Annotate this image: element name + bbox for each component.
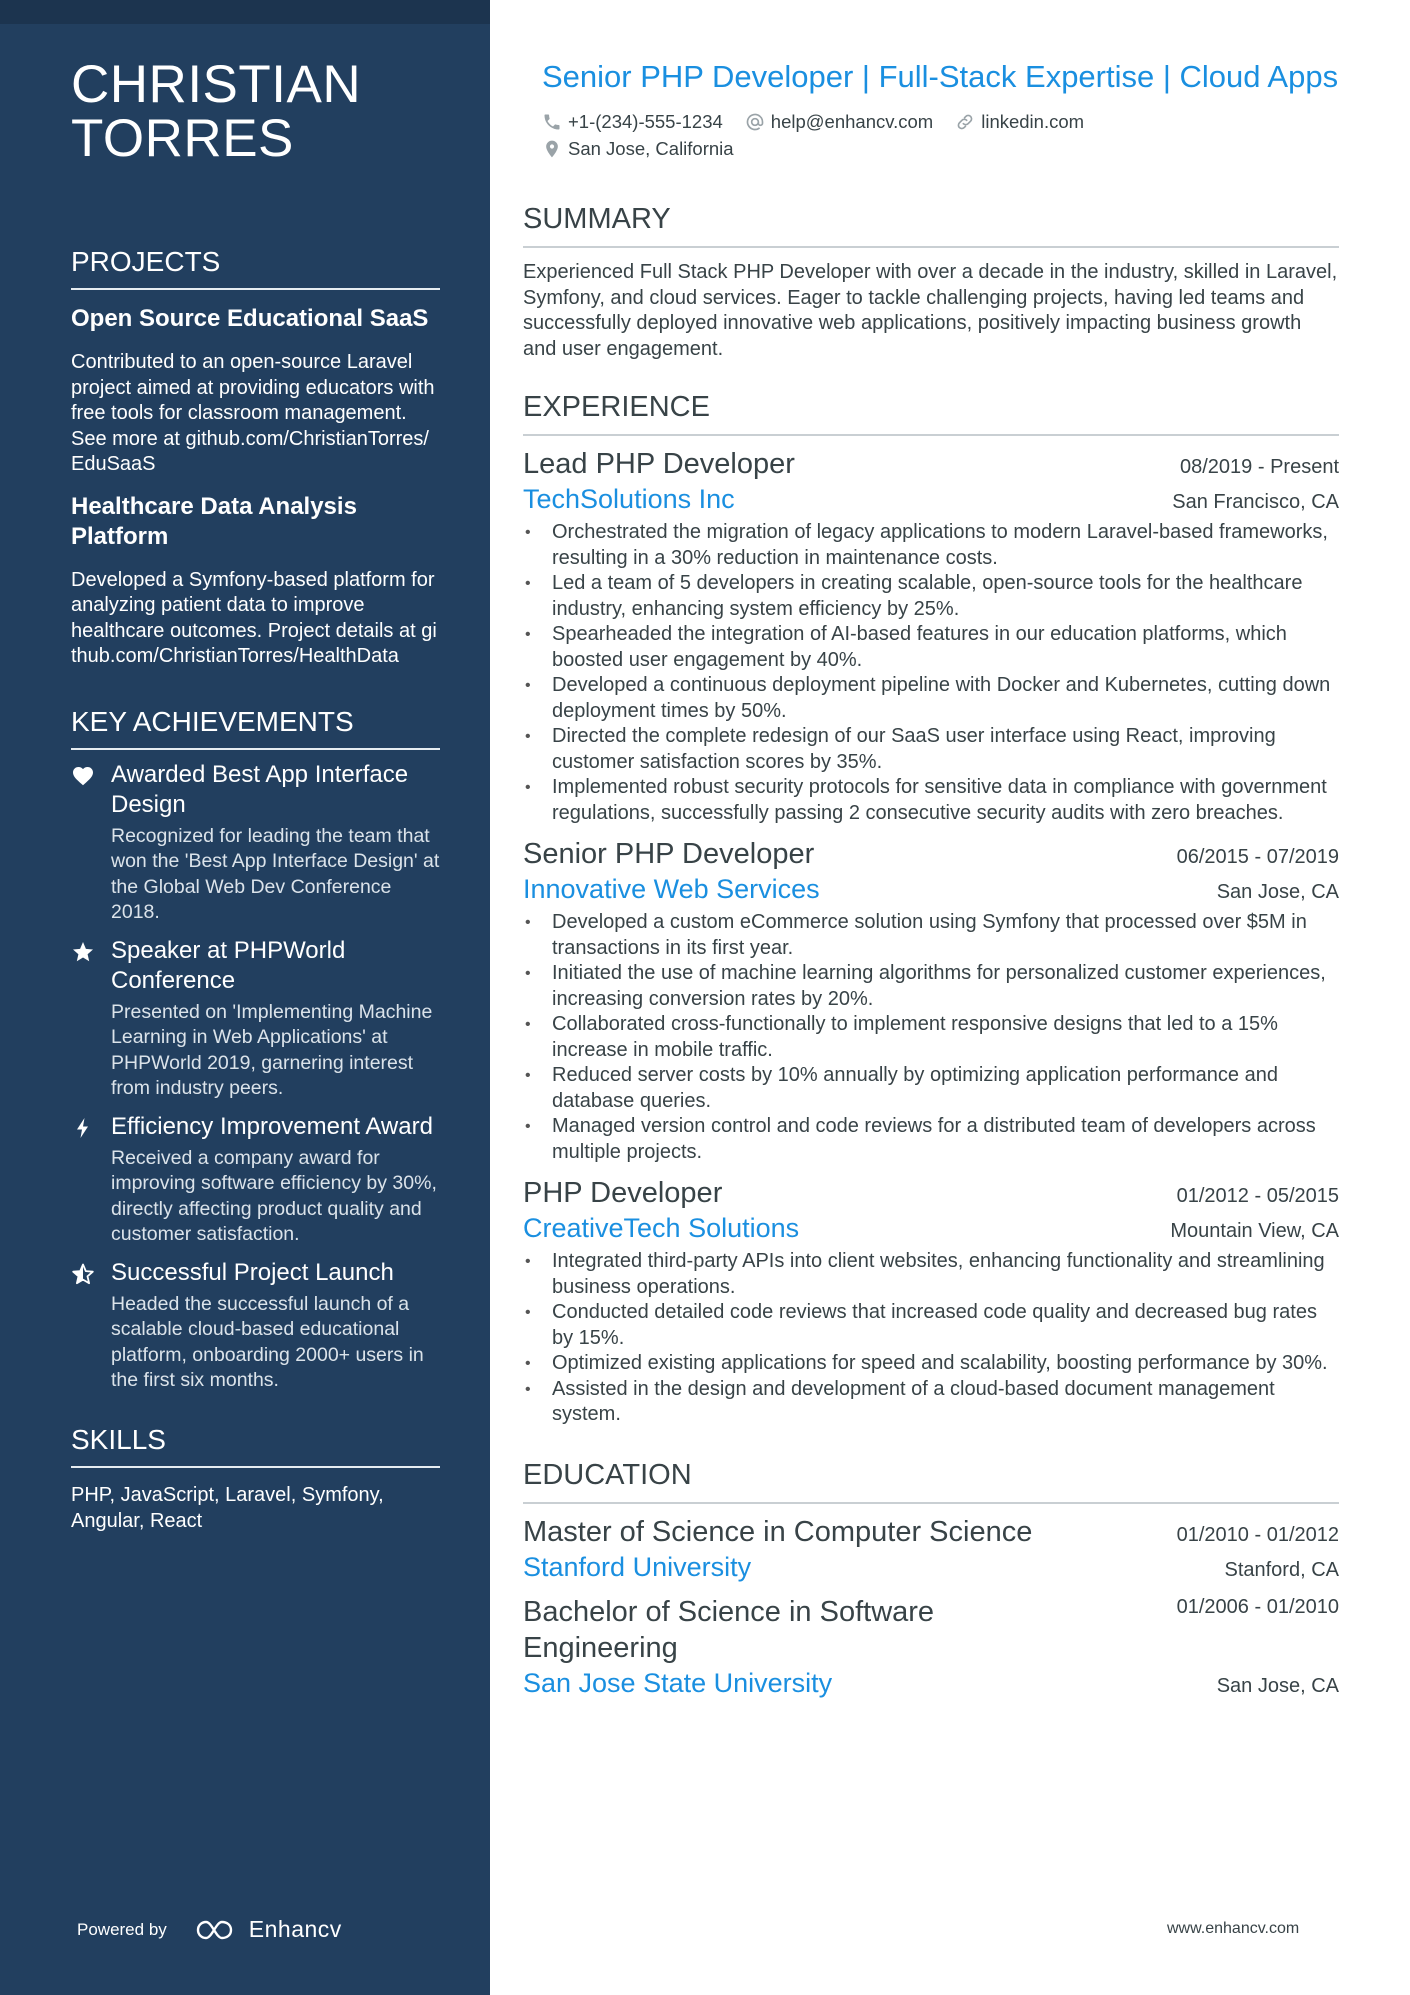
sidebar-top-band bbox=[0, 0, 490, 24]
job-bullet: • Integrated third-party APIs into client websites, enhancing functionality and streamlining business operations. bbox=[523, 1249, 1339, 1300]
projects-heading: PROJECTS bbox=[71, 246, 440, 290]
location-text: San Jose, California bbox=[568, 138, 734, 159]
job-dates: 08/2019 - Present bbox=[1180, 456, 1339, 478]
candidate-name bbox=[71, 55, 440, 168]
contact-row bbox=[542, 135, 1339, 162]
achievements-section bbox=[71, 706, 440, 1394]
footer-url[interactable]: www.enhancv.com bbox=[1167, 1920, 1300, 1937]
school-name: San Jose State University bbox=[523, 1667, 833, 1698]
job-location: San Francisco, CA bbox=[1172, 491, 1339, 513]
job-dates: 01/2012 - 05/2015 bbox=[1176, 1185, 1339, 1207]
degree-title: Master of Science in Computer Science bbox=[523, 1515, 1033, 1548]
education-subheader bbox=[523, 1666, 1339, 1700]
achievement-item bbox=[71, 936, 440, 1102]
job-bullet: • Conducted detailed code reviews that increased code quality and decreased bug rates by 15%. bbox=[523, 1300, 1339, 1351]
at-icon bbox=[745, 112, 765, 132]
achievement-title: Awarded Best App Interface Design bbox=[111, 760, 409, 818]
experience-heading: EXPERIENCE bbox=[523, 390, 1339, 436]
job-bullet: • Reduced server costs by 10% annually by optimizing application performance and database queries. bbox=[523, 1063, 1339, 1114]
star-icon bbox=[71, 936, 111, 1102]
location-contact bbox=[542, 135, 734, 162]
education-header bbox=[523, 1514, 1339, 1550]
achievement-body bbox=[111, 1258, 440, 1394]
job-header bbox=[523, 446, 1339, 482]
enhancv-brand-name: Enhancv bbox=[248, 1916, 342, 1942]
education-header bbox=[523, 1594, 1339, 1666]
job-subheader bbox=[523, 1211, 1339, 1245]
job-location: San Jose, CA bbox=[1216, 881, 1339, 903]
linkedin-contact[interactable] bbox=[955, 108, 1084, 135]
main-content bbox=[523, 58, 1339, 1700]
sidebar-content bbox=[71, 55, 440, 1534]
contact-info bbox=[523, 108, 1339, 162]
education-subheader bbox=[523, 1550, 1339, 1584]
achievement-title: Efficiency Improvement Award bbox=[111, 1112, 433, 1140]
job-title: Senior PHP Developer bbox=[523, 838, 815, 870]
job-bullets bbox=[523, 520, 1339, 826]
contact-row bbox=[542, 108, 1339, 135]
location-pin-icon bbox=[542, 139, 562, 159]
enhancv-logo[interactable] bbox=[195, 1916, 342, 1943]
job-bullet: • Initiated the use of machine learning algorithms for personalized customer experiences, increasing conversion rates by 20%. bbox=[523, 961, 1339, 1012]
email-text: help@enhancv.com bbox=[770, 111, 934, 132]
job-bullets bbox=[523, 910, 1339, 1165]
summary-text: Experienced Full Stack PHP Developer with over a decade in the industry, skilled in Laravel, Symfony, and cloud services. Eager to tackle challenging projects, having led teams and successfully deployed innovative web applications, positively impacting business growth and user engagement. bbox=[523, 261, 1338, 360]
skills-section bbox=[71, 1424, 440, 1534]
link-icon bbox=[955, 112, 975, 132]
skills-heading: SKILLS bbox=[71, 1424, 440, 1468]
degree-title: Bachelor of Science in Software Engineering bbox=[523, 1595, 935, 1664]
powered-by bbox=[77, 1916, 342, 1943]
job-dates: 06/2015 - 07/2019 bbox=[1176, 846, 1339, 868]
job-bullet: • Optimized existing applications for speed and scalability, boosting performance by 30%. bbox=[523, 1351, 1339, 1377]
job-bullet: • Assisted in the design and development of a cloud-based document management system. bbox=[523, 1377, 1339, 1428]
company-name: TechSolutions Inc bbox=[523, 484, 735, 514]
phone-icon bbox=[542, 112, 562, 132]
project-description-text: Developed a Symfony-based platform for analyzing patient data to improve healthcare outcomes. Project details at bbox=[71, 568, 435, 642]
project-description bbox=[71, 350, 440, 478]
achievement-item bbox=[71, 1258, 440, 1394]
achievement-item bbox=[71, 760, 440, 926]
job-bullet: • Directed the complete redesign of our SaaS user interface using React, improving customer satisfaction scores by 35%. bbox=[523, 724, 1339, 775]
job-bullet: • Spearheaded the integration of AI-based features in our education platforms, which boosted user engagement by 40%. bbox=[523, 622, 1339, 673]
education-dates: 01/2006 - 01/2010 bbox=[1176, 1595, 1339, 1618]
achievement-description: Headed the successful launch of a scalable cloud-based educational platform, onboarding 2000+ users in the first six months. bbox=[111, 1292, 424, 1391]
job-bullet: • Developed a custom eCommerce solution using Symfony that processed over $5M in transactions in its first year. bbox=[523, 910, 1339, 961]
job-bullet: • Implemented robust security protocols for sensitive data in compliance with government regulations, successfully passing 2 consecutive security audits with zero breaches. bbox=[523, 775, 1339, 826]
education-section bbox=[523, 1458, 1339, 1700]
job-header bbox=[523, 836, 1339, 872]
company-name: CreativeTech Solutions bbox=[523, 1213, 800, 1243]
sidebar bbox=[0, 0, 490, 1995]
headline: Senior PHP Developer | Full-Stack Expertise | Cloud Apps bbox=[542, 59, 1339, 94]
job-bullet: • Collaborated cross-functionally to implement responsive designs that led to a 15% increase in mobile traffic. bbox=[523, 1012, 1339, 1063]
project-item bbox=[71, 492, 440, 670]
phone-contact[interactable] bbox=[542, 108, 723, 135]
project-link[interactable]: github.com/ChristianTorres/HealthData bbox=[71, 619, 437, 667]
job-header bbox=[523, 1175, 1339, 1211]
job-bullets bbox=[523, 1249, 1339, 1428]
summary-section bbox=[523, 202, 1339, 362]
project-title: Open Source Educational SaaS bbox=[71, 305, 429, 332]
achievement-description: Recognized for leading the team that won the 'Best App Interface Design' at the Global Web Dev Conference 2018. bbox=[111, 824, 440, 923]
job-bullet: • Led a team of 5 developers in creating scalable, open-source tools for the healthcare industry, enhancing system efficiency by 25%. bbox=[523, 571, 1339, 622]
heart-icon bbox=[71, 760, 111, 926]
job-bullet: • Managed version control and code reviews for a distributed team of developers across multiple projects. bbox=[523, 1114, 1339, 1165]
achievement-body bbox=[111, 1112, 440, 1248]
project-item bbox=[71, 304, 440, 478]
project-title: Healthcare Data Analysis Platform bbox=[71, 492, 357, 550]
job-subheader bbox=[523, 482, 1339, 516]
email-contact[interactable] bbox=[745, 108, 933, 135]
job-bullet: • Developed a continuous deployment pipeline with Docker and Kubernetes, cutting down deployment times by 50%. bbox=[523, 673, 1339, 724]
company-name: Innovative Web Services bbox=[523, 874, 820, 904]
education-dates: 01/2010 - 01/2012 bbox=[1176, 1523, 1339, 1546]
skills-list: PHP, JavaScript, Laravel, Symfony, Angular, React bbox=[71, 1483, 384, 1532]
phone-text: +1-(234)-555-1234 bbox=[568, 111, 723, 132]
achievement-body bbox=[111, 760, 440, 926]
job-title: PHP Developer bbox=[523, 1177, 723, 1209]
achievement-item bbox=[71, 1112, 440, 1248]
project-description-text: Contributed to an open-source Laravel project aimed at providing educators with free tools for classroom management. See more at bbox=[71, 351, 435, 450]
job-entry bbox=[523, 446, 1339, 826]
half-star-icon bbox=[71, 1258, 111, 1394]
bolt-icon bbox=[71, 1112, 111, 1248]
enhancv-logo-icon bbox=[195, 1917, 241, 1943]
education-heading: EDUCATION bbox=[523, 1458, 1339, 1504]
job-title: Lead PHP Developer bbox=[523, 448, 795, 480]
education-entry bbox=[523, 1514, 1339, 1584]
name-line-2: TORRES bbox=[71, 109, 294, 168]
job-location: Mountain View, CA bbox=[1170, 1220, 1339, 1242]
achievements-heading: KEY ACHIEVEMENTS bbox=[71, 706, 440, 750]
project-link[interactable]: github.com/ChristianTorres/EduSaaS bbox=[71, 427, 429, 475]
job-subheader bbox=[523, 872, 1339, 906]
experience-section bbox=[523, 390, 1339, 1428]
achievement-description: Presented on 'Implementing Machine Learning in Web Applications' at PHPWorld 2019, garnering interest from industry peers. bbox=[111, 1000, 433, 1099]
linkedin-text: linkedin.com bbox=[981, 111, 1085, 132]
name-line-1: CHRISTIAN bbox=[71, 55, 362, 114]
powered-by-label: Powered by bbox=[77, 1919, 167, 1939]
summary-heading: SUMMARY bbox=[523, 202, 1339, 248]
achievement-description: Received a company award for improving software efficiency by 30%, directly affecting product quality and customer satisfaction. bbox=[111, 1146, 437, 1245]
achievement-title: Successful Project Launch bbox=[111, 1258, 394, 1286]
school-name: Stanford University bbox=[523, 1551, 752, 1582]
school-location: Stanford, CA bbox=[1224, 1558, 1339, 1581]
education-entry bbox=[523, 1594, 1339, 1700]
achievement-title: Speaker at PHPWorld Conference bbox=[111, 936, 346, 994]
project-description bbox=[71, 568, 440, 670]
job-bullet: • Orchestrated the migration of legacy applications to modern Laravel-based frameworks, resulting in a 30% reduction in maintenance costs. bbox=[523, 520, 1339, 571]
job-entry bbox=[523, 836, 1339, 1165]
projects-section bbox=[71, 246, 440, 670]
job-entry bbox=[523, 1175, 1339, 1428]
school-location: San Jose, CA bbox=[1216, 1674, 1339, 1697]
achievement-body bbox=[111, 936, 440, 1102]
